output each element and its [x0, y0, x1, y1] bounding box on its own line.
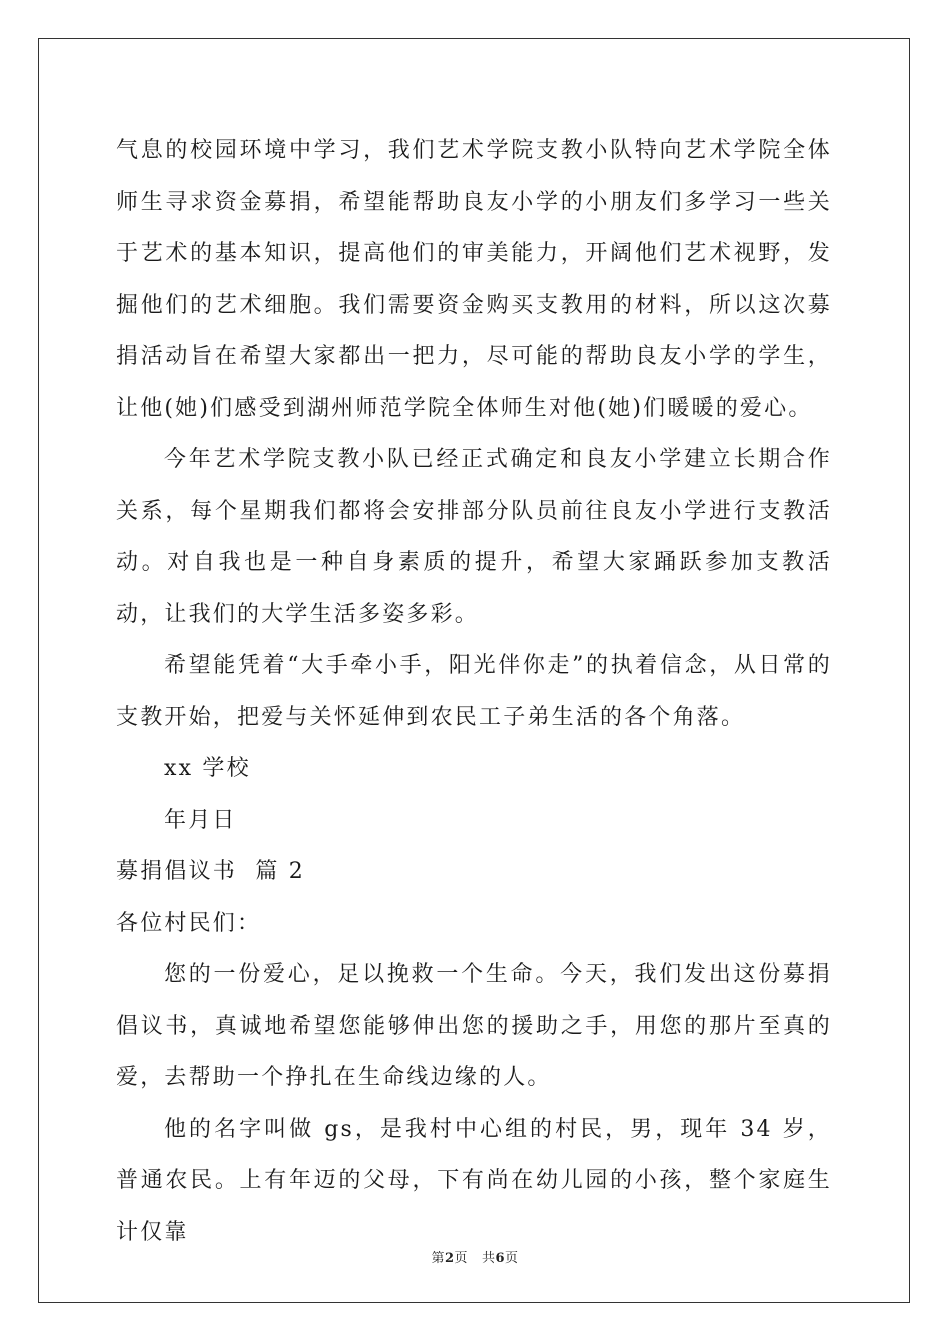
page-number-footer	[0, 1247, 950, 1266]
paragraph-appeal: 您的一份爱心，足以挽救一个生命。今天，我们发出这份募捐倡议书，真诚地希望您能够伸出您的援助之手，用您的那片至真的爱，去帮助一个挣扎在生命线边缘的人。	[116, 962, 832, 1090]
paragraph-hope: 希望能凭着“大手牵小手，阳光伴你走”的执着信念，从日常的支教开始，把爱与关怀延伸到农民工子弟生活的各个角落。	[116, 653, 832, 730]
signature-school: xx 学校	[164, 756, 251, 781]
section-title: 募捐倡议书 篇 2	[116, 859, 305, 884]
paragraph-continued: 气息的校园环境中学习，我们艺术学院支教小队特向艺术学院全体师生寻求资金募捐，希望能帮助良友小学的小朋友们多学习一些关于艺术的基本知识，提高他们的审美能力，开阔他们艺术视野，发掘他们的艺术细胞。我们需要资金购买支教用的材料，所以这次募捐活动旨在希望大家都出一把力，尽可能的帮助良友小学的学生，让他(她)们感受到湖州师范学院全体师生对他(她)们暖暖的爱心。	[116, 138, 832, 421]
paragraph-cooperation: 今年艺术学院支教小队已经正式确定和良友小学建立长期合作关系，每个星期我们都将会安排部分队员前往良友小学进行支教活动。对自我也是一种自身素质的提升，希望大家踊跃参加支教活动，让我们的大学生活多姿多彩。	[116, 447, 832, 627]
footer-mid: 页 共	[454, 1251, 496, 1266]
salutation: 各位村民们：	[116, 910, 262, 936]
paragraph-introduction: 他的名字叫做 gs，是我村中心组的村民，男，现年 34 岁，普通农民。上有年迈的父母，下有尚在幼儿园的小孩，整个家庭生计仅靠	[116, 1116, 832, 1245]
document-body	[116, 125, 832, 1258]
footer-prefix: 第	[431, 1251, 445, 1266]
total-page-number: 6	[495, 1251, 505, 1266]
footer-suffix: 页	[505, 1251, 519, 1266]
signature-date: 年月日	[164, 807, 237, 833]
current-page-number: 2	[445, 1251, 455, 1266]
